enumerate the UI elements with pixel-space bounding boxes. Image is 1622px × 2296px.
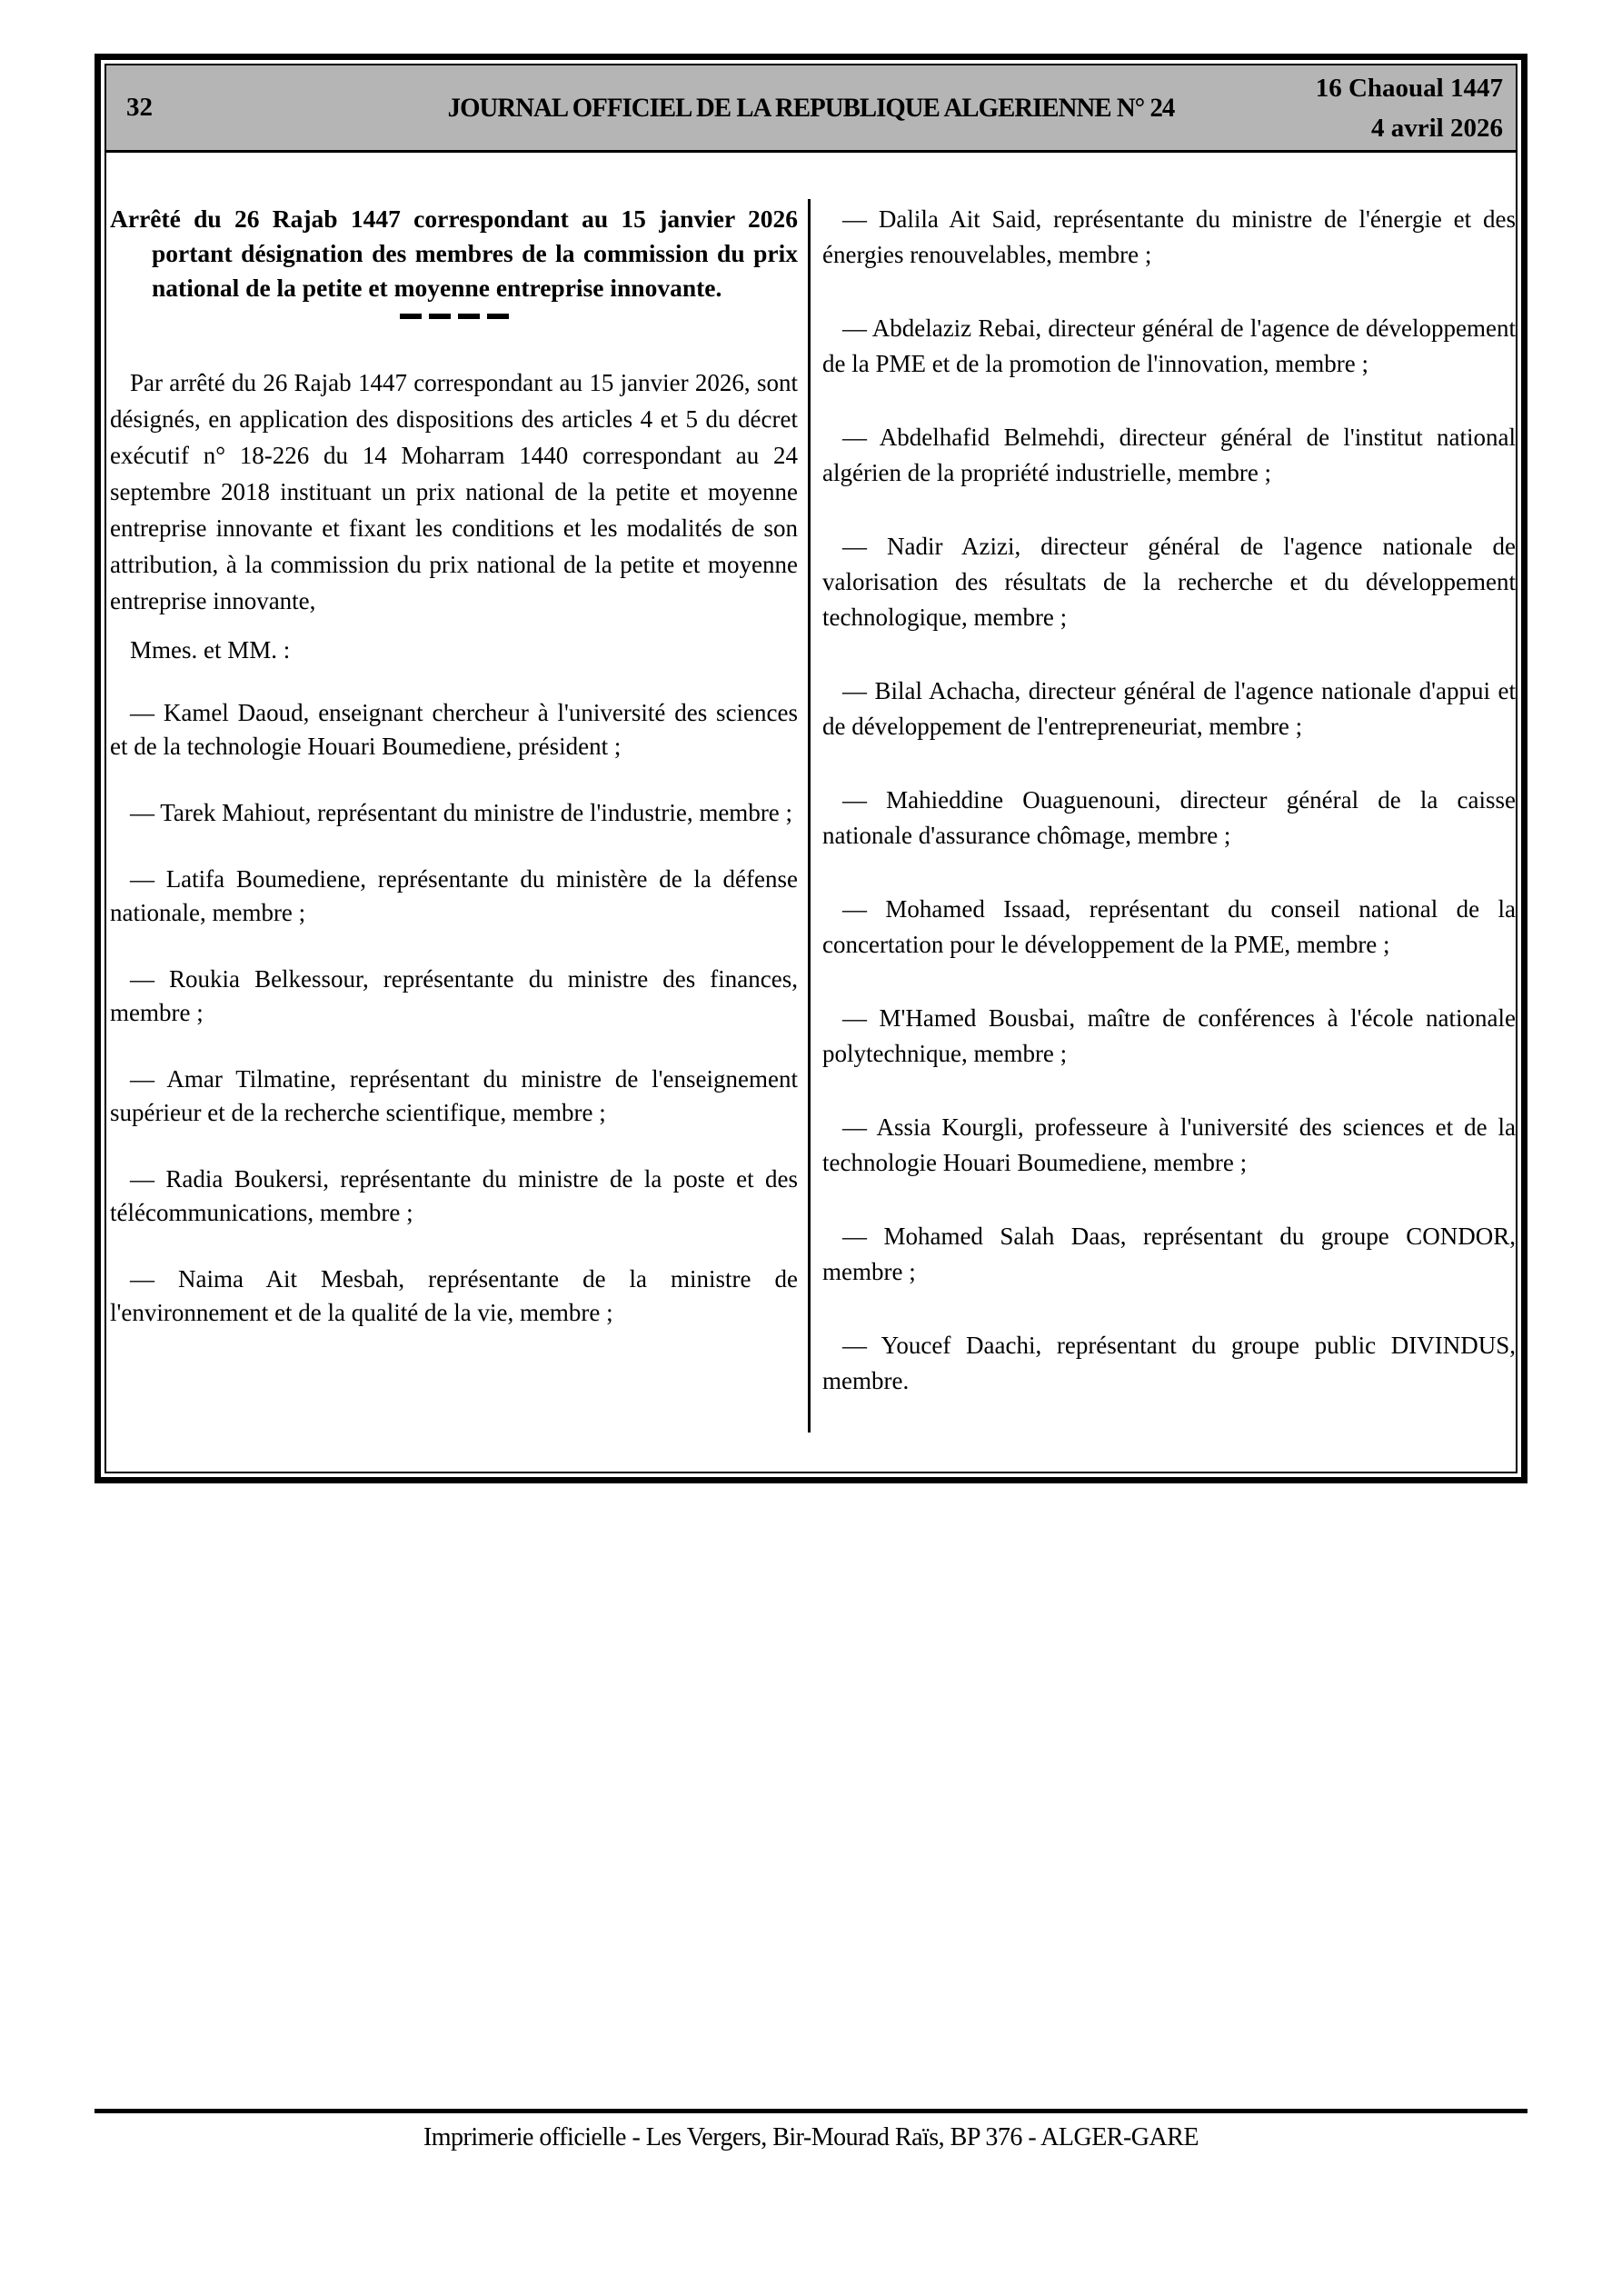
header-dates xyxy=(1316,65,1503,150)
journal-header xyxy=(106,65,1516,153)
member-item: — Latifa Boumediene, représentante du ministère de la défense nationale, membre ; xyxy=(110,865,798,926)
member-item: — M'Hamed Bousbai, maître de conférences à l'école nationale polytechnique, membre ; xyxy=(822,1004,1516,1067)
member-item: — Radia Boukersi, représentante du ministre de la poste et des télécommunications, membre ; xyxy=(110,1165,798,1226)
date-gregorian: 4 avril 2026 xyxy=(1371,113,1503,143)
article-title: Arrêté du 26 Rajab 1447 correspondant au 15 janvier 2026 portant désignation des membres de la commission du prix national de la petite et moyenne entreprise innovante. xyxy=(110,205,798,302)
footer-rule xyxy=(95,2109,1527,2113)
page-number: 32 xyxy=(126,93,153,122)
member-item: — Tarek Mahiout, représentant du ministre de l'industrie, membre ; xyxy=(130,799,793,826)
member-item: — Amar Tilmatine, représentant du ministre de l'enseignement supérieur et de la recherche scientifique, membre ; xyxy=(110,1065,798,1126)
imprint: Imprimerie officielle - Les Vergers, Bir-Mourad Raïs, BP 376 - ALGER-GARE xyxy=(423,2123,1199,2151)
member-item: — Mahieddine Ouaguenouni, directeur général de la caisse nationale d'assurance chômage, membre ; xyxy=(822,786,1516,849)
members-right-list xyxy=(822,202,1516,1399)
article-right-column xyxy=(822,202,1516,1399)
intro-paragraph: Par arrêté du 26 Rajab 1447 correspondant au 15 janvier 2026, sont désignés, en application des dispositions des articles 4 et 5 du décret exécutif n° 18-226 du 14 Moharram 1440 correspondant au 24 septembre 2018 instituant un prix national de la petite et moyenne entreprise innovante et fixant les conditions et les modalités de son attribution, à la commission du prix national de la petite et moyenne entreprise innovante, xyxy=(110,369,798,614)
dash xyxy=(429,314,451,319)
date-hijri: 16 Chaoual 1447 xyxy=(1315,73,1503,103)
dash xyxy=(458,314,480,319)
member-item: — Mohamed Issaad, représentant du conseil national de la concertation pour le développement de la PME, membre ; xyxy=(822,895,1516,958)
dash xyxy=(487,314,509,319)
members-left-list xyxy=(110,696,798,1330)
column-divider xyxy=(808,199,811,1433)
member-item: — Abdelaziz Rebai, directeur général de l'agence de développement de la PME et de la promotion de l'innovation, membre ; xyxy=(822,314,1516,377)
member-item: — Abdelhafid Belmehdi, directeur général de l'institut national algérien de la propriété industrielle, membre ; xyxy=(822,424,1516,486)
member-item: — Mohamed Salah Daas, représentant du groupe CONDOR, membre ; xyxy=(822,1223,1516,1285)
member-item: — Assia Kourgli, professeure à l'université des sciences et de la technologie Houari Boumediene, membre ; xyxy=(822,1113,1516,1176)
dash xyxy=(400,314,422,319)
member-item: — Bilal Achacha, directeur général de l'agence nationale d'appui et de développement de l'entrepreneuriat, membre ; xyxy=(822,677,1516,740)
salutation: Mmes. et MM. : xyxy=(130,636,291,664)
separator-dashes xyxy=(110,314,798,319)
member-item: — Roukia Belkessour, représentante du ministre des finances, membre ; xyxy=(110,965,798,1026)
member-item: — Youcef Daachi, représentant du groupe public DIVINDUS, membre. xyxy=(822,1332,1516,1394)
article-left-column xyxy=(110,202,798,1330)
member-item: — Kamel Daoud, enseignant chercheur à l'université des sciences et de la technologie Houari Boumediene, président ; xyxy=(110,699,798,760)
member-item: — Dalila Ait Said, représentante du ministre de l'énergie et des énergies renouvelables, membre ; xyxy=(822,205,1516,268)
member-item: — Naima Ait Mesbah, représentante de la ministre de l'environnement et de la qualité de la vie, membre ; xyxy=(110,1265,798,1326)
journal-title: JOURNAL OFFICIEL DE LA REPUBLIQUE ALGERIENNE N° 24 xyxy=(447,92,1175,123)
member-item: — Nadir Azizi, directeur général de l'agence nationale de valorisation des résultats de la recherche et du développement technologique, membre ; xyxy=(822,533,1516,631)
